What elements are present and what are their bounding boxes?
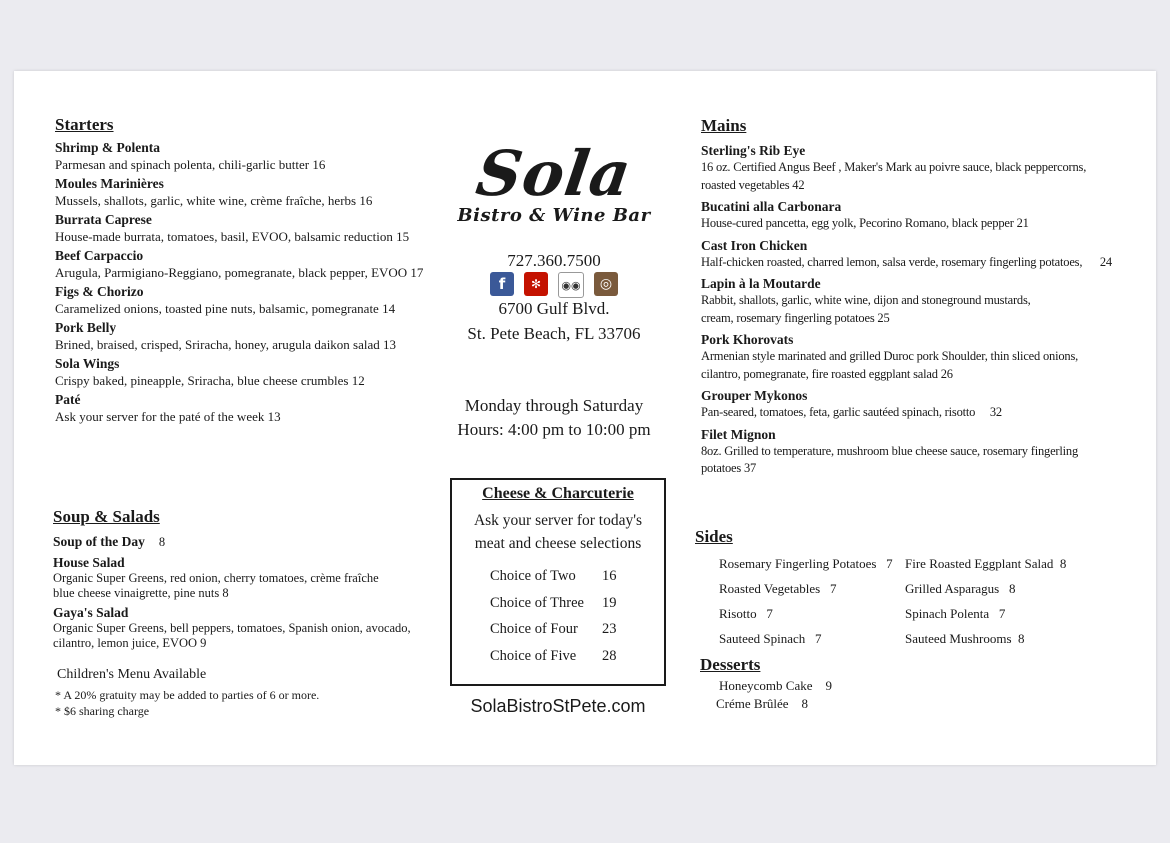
cheese-choices — [452, 563, 664, 669]
item-name: Bucatini alla Carbonara — [701, 199, 842, 214]
side-item: Rosemary Fingerling Potatoes 7 — [719, 556, 893, 571]
soup-salads-section — [53, 507, 443, 719]
item-desc: Parmesan and spinach polenta, chili-garlic butter 16 — [55, 157, 326, 172]
menu-sheet — [14, 71, 1156, 765]
cheese-title: Cheese & Charcuterie — [482, 485, 634, 502]
open-days: Monday through Saturday — [464, 396, 644, 415]
cheese-intro-line-1: Ask your server for today's — [473, 512, 643, 529]
side-item: Roasted Vegetables 7 — [719, 581, 837, 596]
item-name: Moules Marinières — [55, 176, 164, 191]
cheese-choice — [452, 563, 664, 590]
item-name: Burrata Caprese — [55, 212, 152, 227]
item-name: Beef Carpaccio — [55, 248, 144, 263]
item-name: Sola Wings — [55, 356, 120, 371]
menu-item — [701, 427, 1111, 478]
menu-item — [55, 320, 455, 353]
instagram-icon[interactable]: ◎ — [594, 272, 618, 296]
mains-section — [701, 116, 1111, 483]
cheese-intro-line-2: meat and cheese selections — [474, 535, 642, 552]
item-desc: Half-chicken roasted, charred lemon, salsa verde, rosemary fingerling potatoes, 24 — [701, 254, 1112, 269]
side-item: Sauteed Spinach 7 — [719, 631, 822, 646]
childrens-menu-note: Children's Menu Available — [57, 667, 207, 682]
item-name: Shrimp & Polenta — [55, 140, 161, 155]
open-hours: Hours: 4:00 pm to 10:00 pm — [457, 420, 651, 439]
item-name: Pork Khorovats — [701, 332, 794, 347]
menu-item — [701, 332, 1111, 383]
dessert-item: Honeycomb Cake 9 — [719, 678, 833, 693]
choice-price: 16 — [602, 568, 617, 584]
gratuity-note: * A 20% gratuity may be added to parties of 6 or more. — [55, 688, 320, 702]
sides-list — [719, 554, 1139, 648]
item-price: 8 — [158, 535, 166, 549]
menu-item — [53, 533, 443, 551]
menu-item — [701, 199, 1111, 233]
dessert-item: Créme Brûlée 8 — [716, 696, 809, 711]
phone-number: 727.360.7500 — [507, 251, 601, 270]
item-desc: blue cheese vinaigrette, pine nuts 8 — [53, 586, 229, 600]
item-desc: Armenian style marinated and grilled Duroc pork Shoulder, thin sliced onions, — [701, 349, 1079, 363]
starters-title: Starters — [55, 115, 114, 134]
item-desc: Organic Super Greens, bell peppers, tomatoes, Spanish onion, avocado, — [53, 621, 411, 635]
address-line-1: 6700 Gulf Blvd. — [498, 299, 610, 318]
item-desc: 8oz. Grilled to temperature, mushroom blue cheese sauce, rosemary fingerling — [701, 443, 1079, 458]
yelp-icon[interactable]: ✻ — [524, 272, 548, 296]
cheese-intro — [452, 509, 664, 555]
item-desc: House-made burrata, tomatoes, basil, EVOO, balsamic reduction 15 — [55, 229, 410, 244]
item-desc: Organic Super Greens, red onion, cherry tomatoes, crème fraîche — [53, 571, 379, 585]
item-name: House Salad — [53, 555, 125, 570]
soup-salads-title: Soup & Salads — [53, 507, 160, 526]
desserts-title: Desserts — [700, 655, 761, 674]
side-item: Sauteed Mushrooms 8 — [905, 631, 1025, 646]
social-icons — [490, 272, 620, 298]
menu-item — [55, 212, 455, 245]
logo-wordmark: Sola — [472, 137, 637, 210]
menu-item — [55, 392, 455, 425]
item-desc: Caramelized onions, toasted pine nuts, balsamic, pomegranate 14 — [55, 301, 396, 316]
item-name: Grouper Mykonos — [701, 388, 808, 403]
item-desc: cream, rosemary fingerling potatoes 25 — [701, 310, 890, 325]
item-desc: 16 oz. Certified Angus Beef , Maker's Mark au poivre sauce, black peppercorns, — [701, 160, 1087, 174]
menu-item — [701, 238, 1111, 272]
item-name: Sterling's Rib Eye — [701, 143, 806, 158]
cheese-choice — [452, 590, 664, 617]
item-desc: Brined, braised, crisped, Sriracha, honey, arugula daikon salad 13 — [55, 337, 397, 352]
item-desc: Rabbit, shallots, garlic, white wine, dijon and stoneground mustards, — [701, 293, 1031, 307]
choice-label: Choice of Two — [490, 568, 576, 584]
choice-price: 23 — [602, 621, 617, 637]
item-name: Figs & Chorizo — [55, 284, 144, 299]
item-desc: Ask your server for the paté of the week 13 — [55, 409, 281, 424]
cheese-charcuterie-box — [450, 478, 666, 686]
menu-item — [701, 143, 1111, 194]
item-desc: potatoes 37 — [701, 461, 757, 475]
item-name: Soup of the Day — [53, 534, 145, 549]
facebook-icon[interactable]: f — [490, 272, 514, 296]
item-desc: Pan-seared, tomatoes, feta, garlic sautéed spinach, risotto 32 — [701, 405, 1002, 419]
choice-price: 28 — [602, 647, 617, 664]
menu-item — [55, 176, 455, 209]
item-desc: Crispy baked, pineapple, Sriracha, blue cheese crumbles 12 — [55, 373, 365, 388]
side-item: Fire Roasted Eggplant Salad 8 — [905, 556, 1067, 571]
item-desc: cilantro, pomegranate, fire roasted eggplant salad 26 — [701, 366, 953, 381]
side-item: Spinach Polenta 7 — [905, 606, 1006, 621]
menu-item — [55, 284, 455, 317]
choice-label: Choice of Five — [490, 647, 577, 664]
item-name: Paté — [55, 392, 81, 407]
item-desc: Arugula, Parmigiano-Reggiano, pomegranate, black pepper, EVOO 17 — [55, 265, 424, 280]
item-desc: Mussels, shallots, garlic, white wine, crème fraîche, herbs 16 — [55, 193, 373, 208]
website-link[interactable]: SolaBistroStPete.com — [470, 696, 646, 716]
mains-title: Mains — [701, 116, 747, 135]
choice-label: Choice of Four — [490, 621, 578, 637]
side-item: Grilled Asparagus 8 — [905, 581, 1016, 596]
restaurant-logo — [454, 137, 654, 226]
item-desc: House-cured pancetta, egg yolk, Pecorino Romano, black pepper 21 — [701, 216, 1029, 230]
menu-item — [53, 605, 443, 651]
tripadvisor-icon[interactable]: ◉◉ — [558, 272, 584, 298]
menu-item — [55, 248, 455, 281]
cheese-choice — [452, 616, 664, 643]
item-name: Filet Mignon — [701, 426, 776, 442]
starters-section — [55, 115, 455, 428]
item-name: Cast Iron Chicken — [701, 237, 808, 253]
address-line-2: St. Pete Beach, FL 33706 — [467, 324, 641, 343]
menu-item — [53, 555, 443, 601]
cheese-choice — [452, 643, 664, 670]
item-name: Gaya's Salad — [53, 605, 129, 620]
menu-item — [55, 356, 455, 389]
choice-price: 19 — [602, 594, 617, 611]
logo-subtitle: Bistro & Wine Bar — [457, 205, 651, 226]
sides-title: Sides — [695, 527, 733, 546]
menu-item — [701, 276, 1111, 327]
menu-item — [55, 140, 455, 173]
item-name: Lapin à la Moutarde — [701, 276, 821, 291]
choice-label: Choice of Three — [490, 594, 584, 611]
item-name: Pork Belly — [55, 320, 117, 335]
item-desc: cilantro, lemon juice, EVOO 9 — [53, 636, 207, 650]
menu-item — [701, 388, 1111, 422]
item-desc: roasted vegetables 42 — [701, 177, 805, 192]
side-item: Risotto 7 — [719, 606, 773, 621]
sharing-charge-note: * $6 sharing charge — [55, 704, 150, 718]
